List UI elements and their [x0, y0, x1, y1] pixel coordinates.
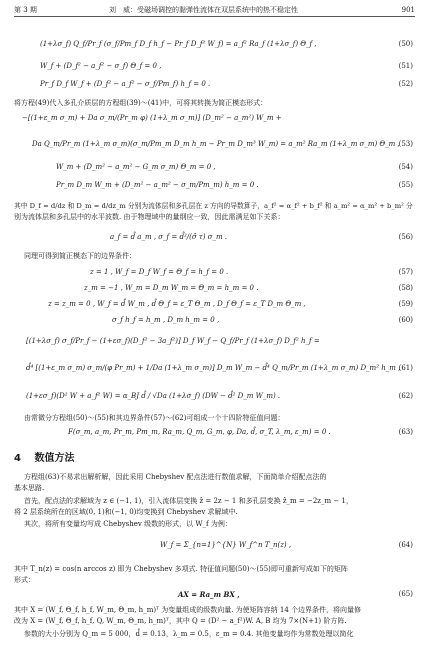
equation-number: (65): [398, 590, 413, 598]
paragraph: 同理可得到简正模态下的边界条件：: [24, 252, 136, 260]
paragraph: 其中 X = (W_f, Θ_f, h_f, W_m, Θ_m, h_m)ᵀ 为变量组成的级数向量. 为使矩阵容纳 14 个边界条件，将向量修: [14, 606, 362, 614]
equation-61: [26, 364, 413, 372]
equation-54: [56, 163, 413, 171]
equation-expr: z = z_m = 0 , W_f = d̂ W_m , d̂ Θ_f = ε_T Θ_m , D_f Θ_f = ε_T D_m Θ_m ,: [48, 300, 306, 308]
equation-55: [56, 181, 413, 189]
equation-56: [110, 233, 413, 241]
equation-expr: σ_f h_f = h_m , D_m h_m = 0 ,: [112, 316, 220, 324]
authors-title: 刘 威：受磁场调控的黏弹性流体在双层系统中的热不稳定性: [109, 6, 298, 14]
equation-number: (60): [398, 316, 413, 324]
section-title: 数值方法: [34, 453, 75, 464]
equation-number: (57): [398, 268, 413, 276]
equation-number: (64): [398, 541, 413, 549]
paragraph: 其中 T_n(z) = cos(n arccos z) 即为 Chebyshev 多项式. 特征值问题(50)～(55)即可重新写成如下的矩阵: [14, 565, 348, 573]
equation-61-line1: [26, 337, 413, 345]
equation-expr: F(σ_m, a_m, Pr_m, Pm_m, Ra_m, Q_m, G_m, φ, Da, d̂, σ_T, λ_m, ε_m) = 0 .: [68, 428, 331, 436]
equation-52: [40, 80, 413, 88]
section-heading: [14, 449, 74, 464]
equation-number: (55): [398, 181, 413, 189]
equation-53-line1: [22, 114, 413, 122]
paragraph: 参数的大小分别为 Q_m = 5 000，d̂ = 0.13，λ_m = 0.5，ε_m = 0.4. 其他变量均作为常数处理以简化: [24, 630, 354, 638]
equation-number: (58): [398, 284, 413, 292]
paragraph: 基本思路.: [14, 484, 45, 492]
paragraph: 改为 X = (W_f, Θ_f, h_f, Q, W_m, Θ_m, h_m)ᵀ，其中 Q = (D² − a_f²)W. A, B 均为 7×(N+1) 阶方阵.: [14, 617, 347, 625]
equation-expr: a_f = d̂ a_m , σ_f = d̂²/(σ̂ τ) σ_m .: [110, 233, 228, 241]
equation-number: (56): [398, 233, 413, 241]
equation-number: (59): [398, 300, 413, 308]
paragraph: 由常微分方程组(50)～(55)和其边界条件(57)～(62)可组成一个十四阶特征值问题：: [24, 414, 285, 422]
equation-number: (54): [398, 163, 413, 171]
paragraph: 其中 D_f = d/dz 和 D_m = d/dz_m 分别为流体层和多孔层在 z 方向的导数算子，a_f² = α_f² + b_f² 和 a_m² = α_m² + b_m² 分: [14, 202, 413, 210]
equation-57: [90, 268, 413, 276]
equation-number: (63): [398, 428, 413, 436]
equation-expr: (1+εσ_f)(D² W + a_f² W) = α_BJ d̂ / √Da (1+λσ_f) (DW − d̂² D_m W_m) .: [26, 392, 281, 400]
equation-65: [178, 590, 413, 599]
equation-53: [32, 140, 413, 148]
equation-number: (52): [398, 80, 413, 88]
equation-58: [84, 284, 413, 292]
page-number: 901: [401, 6, 415, 14]
equation-expr: W_f + (D_f² − a_f² − σ_f) Θ_f = 0 ,: [40, 62, 162, 70]
equation-number: (62): [398, 392, 413, 400]
equation-expr: Pr_f D_f W_f + (D_f² − a_f² − σ_f/Pm_f) h_f = 0 .: [40, 80, 211, 88]
equation-number: (61): [398, 364, 413, 372]
equation-60: [112, 316, 413, 324]
equation-expr: −[(1+ε_m σ_m) + Da σ_m/(Pr_m φ) (1+λ_m σ_m)] (D_m² − a_m²) W_m +: [22, 114, 282, 122]
equation-63: [68, 428, 413, 436]
equation-64: [160, 541, 413, 549]
equation-expr: Da Q_m/Pr_m (1+λ_m σ_m)(σ_m/Pm_m D_m h_m − Pr_m D_m³ W_m) = a_m² Ra_m (1+λ_m σ_m) Θ_m ,: [32, 140, 400, 148]
section-number: 4: [14, 453, 21, 464]
equation-expr: [(1+λσ_f) σ_f/Pr_f − (1+εσ_f)(D_f² − 3a_f²)] D_f W_f − Q_f/Pr_f (1+λσ_f) D_f² h_f =: [26, 337, 320, 345]
equation-expr: d̂⁴ [(1+ε_m σ_m) σ_m/(φ Pr_m) + 1/Da (1+λ_m σ_m)] D_m W_m − d̂⁴ Q_m/Pr_m (1+λ_m σ_m) D_m² h_m ,: [26, 364, 401, 372]
paragraph: 别为流体层和多孔层中的水平波数. 由于物理域中的量纲应一致，因此需满足如下关系：: [14, 213, 285, 221]
equation-50: [40, 40, 413, 48]
equation-59: [48, 300, 413, 308]
equation-expr: AX = Ra_m BX ,: [178, 590, 240, 599]
equation-expr: W_f = Σ_{n=1}^{N} W_f^n T_n(z) ,: [160, 541, 292, 549]
equation-expr: z_m = −1 , W_m = D_m W_m = Θ_m = h_m = 0 .: [84, 284, 259, 292]
paragraph: 将方程(49)代入多孔介质层的方程组(39)～(41)中，可将其转换为简正模态形式：: [14, 99, 268, 107]
paragraph: 形式：: [14, 576, 35, 584]
equation-51: [40, 62, 413, 70]
paragraph: 首先，配点法的求解域为 z ∈ (−1, 1)，引入流体层变换 ẑ = 2z − 1 和多孔层变换 ẑ_m = −2z_m − 1，: [24, 497, 353, 505]
running-header: [14, 4, 415, 17]
equation-62: [26, 392, 413, 400]
issue-label: 第 3 期: [14, 6, 37, 14]
equation-number: (53): [398, 140, 413, 148]
equation-expr: z = 1 , W_f = D_f W_f = Θ_f = h_f = 0 .: [90, 268, 229, 276]
equation-expr: Pr_m D_m W_m + (D_m² − a_m² − σ_m/Pm_m) h_m = 0 .: [56, 181, 259, 189]
paragraph: 其次，将所有变量均写成 Chebyshev 级数的形式，以 W_f 为例：: [24, 520, 232, 528]
paragraph: 方程组(63)不易求出解析解，因此采用 Chebyshev 配点法进行数值求解，下面简单介绍配点法的: [24, 473, 327, 481]
paragraph: 将 2 层系统所在的区域(0, 1)和(−1, 0)均变换到 Chebyshev 求解域中.: [14, 508, 238, 516]
equation-number: (50): [398, 40, 413, 48]
equation-expr: W_m + (D_m² − a_m² − G_m σ_m) Θ_m = 0 ,: [56, 163, 216, 171]
equation-expr: (1+λσ_f) Q_f/Pr_f (σ_f/Pm_f D_f h_f − Pr_f D_f² W_f) = a_f² Ra_f (1+λσ_f) Θ_f ,: [40, 40, 317, 48]
equation-number: (51): [398, 62, 413, 70]
